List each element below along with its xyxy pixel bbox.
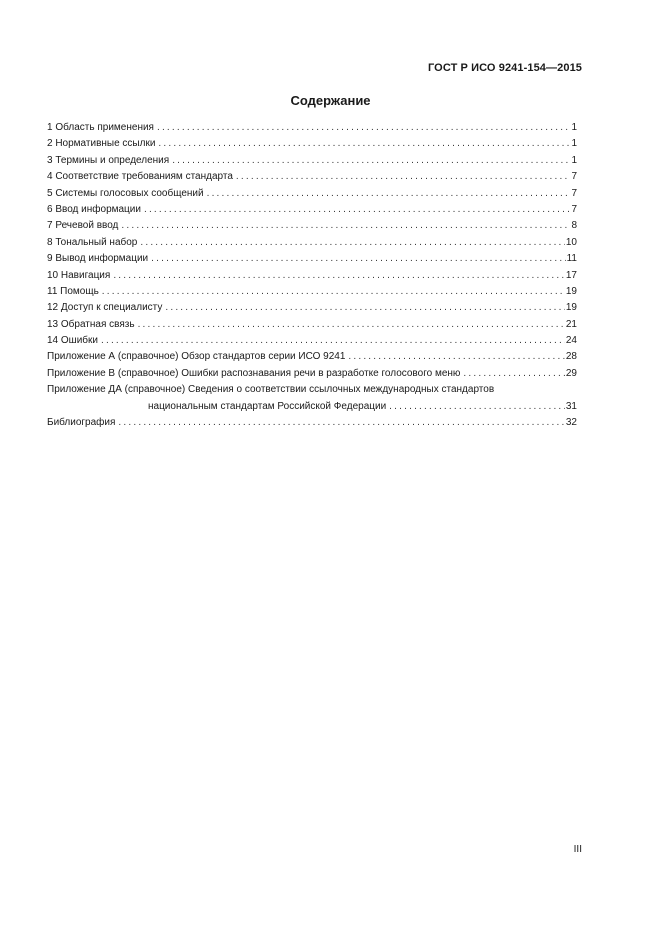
toc-leader-dots <box>172 153 570 169</box>
toc-leader-dots <box>138 317 565 333</box>
toc-leader-dots <box>113 268 565 284</box>
toc-entry-1[interactable] <box>47 120 577 136</box>
toc-entry-label: 14 Ошибки <box>47 335 98 347</box>
toc-entry-label: 11 Помощь <box>47 285 99 297</box>
toc-leader-dots <box>140 235 565 251</box>
toc-entry-7[interactable] <box>47 218 577 234</box>
toc-title: Содержание <box>290 93 371 108</box>
toc-entry-label: 4 Соответствие требованиям стандарта <box>47 171 233 183</box>
toc-entry-page: 1 <box>571 154 577 166</box>
toc-entry-8[interactable] <box>47 235 577 251</box>
toc-leader-dots <box>151 251 565 267</box>
toc-leader-dots <box>157 120 570 136</box>
toc-entry-label-line2: национальным стандартам Российской Федерации <box>148 400 387 412</box>
toc-entry-page: 10 <box>565 236 577 248</box>
toc-entry-page: 21 <box>565 318 577 330</box>
page-number: III <box>573 844 582 855</box>
toc-leader-dots <box>118 415 564 431</box>
toc-entry-10[interactable] <box>47 268 577 284</box>
toc-entry-label: 3 Термины и определения <box>47 154 170 166</box>
toc-entry-label: 8 Тональный набор <box>47 236 138 248</box>
toc-entry-13[interactable] <box>47 317 577 333</box>
toc-entry-9[interactable] <box>47 251 577 267</box>
table-of-contents <box>47 120 577 431</box>
toc-entry-page: 29 <box>565 367 577 379</box>
toc-entry-label: 5 Системы голосовых сообщений <box>47 187 204 199</box>
toc-entry-page: 24 <box>565 335 577 347</box>
toc-entry-label: 13 Обратная связь <box>47 318 135 330</box>
toc-entry-12[interactable] <box>47 300 577 316</box>
toc-entry-label: 2 Нормативные ссылки <box>47 138 156 150</box>
toc-entry-14[interactable] <box>47 333 577 349</box>
toc-leader-dots <box>165 300 565 316</box>
toc-leader-dots <box>463 366 564 382</box>
toc-entry-label: 7 Речевой ввод <box>47 220 119 232</box>
toc-leader-dots <box>101 333 565 349</box>
toc-entry-page: 1 <box>571 122 577 133</box>
toc-entry-label: 9 Вывод информации <box>47 253 149 265</box>
toc-entry-page: 7 <box>571 171 577 183</box>
toc-leader-dots <box>348 349 564 365</box>
toc-entry-label: 1 Область применения <box>47 122 154 133</box>
toc-leader-dots <box>158 136 570 152</box>
toc-entry-4[interactable] <box>47 169 577 185</box>
toc-entry-2[interactable] <box>47 136 577 152</box>
toc-entry-label: Приложение В (справочное) Ошибки распознавания речи в разработке голосового меню <box>47 367 461 379</box>
toc-entry-page: 31 <box>565 400 577 412</box>
toc-entry-6[interactable] <box>47 202 577 218</box>
toc-entry-annex-da[interactable] <box>47 382 577 415</box>
toc-entry-label: 6 Ввод информации <box>47 203 141 215</box>
toc-leader-dots <box>207 186 571 202</box>
toc-leader-dots <box>236 169 571 185</box>
toc-leader-dots <box>121 218 570 234</box>
toc-entry-page: 7 <box>571 203 577 215</box>
toc-entry-page: 19 <box>565 285 577 297</box>
toc-entry-annex-b[interactable] <box>47 366 577 382</box>
toc-entry-page: 7 <box>571 187 577 199</box>
toc-entry-3[interactable] <box>47 153 577 169</box>
toc-entry-11[interactable] <box>47 284 577 300</box>
toc-entry-page: 19 <box>565 302 577 314</box>
toc-entry-label: Приложение А (справочное) Обзор стандартов серии ИСО 9241 <box>47 351 346 363</box>
toc-leader-dots <box>144 202 570 218</box>
toc-entry-label: 10 Навигация <box>47 269 111 281</box>
toc-entry-annex-a[interactable] <box>47 349 577 365</box>
toc-entry-page: 32 <box>565 417 577 429</box>
toc-entry-label-line1: Приложение ДА (справочное) Сведения о соответствии ссылочных международных стандартов <box>47 384 495 396</box>
toc-entry-bibliography[interactable] <box>47 415 577 431</box>
toc-entry-5[interactable] <box>47 186 577 202</box>
toc-leader-dots <box>389 399 565 415</box>
toc-entry-label: Библиография <box>47 417 116 429</box>
toc-entry-page: 17 <box>565 269 577 281</box>
toc-entry-page: 28 <box>565 351 577 363</box>
toc-entry-label: 12 Доступ к специалисту <box>47 302 163 314</box>
document-code: ГОСТ Р ИСО 9241-154—2015 <box>427 62 582 74</box>
toc-entry-page: 1 <box>571 138 577 150</box>
toc-entry-continuation <box>47 399 577 415</box>
toc-entry-page: 11 <box>566 253 577 265</box>
toc-leader-dots <box>102 284 565 300</box>
toc-entry-page: 8 <box>571 220 577 232</box>
